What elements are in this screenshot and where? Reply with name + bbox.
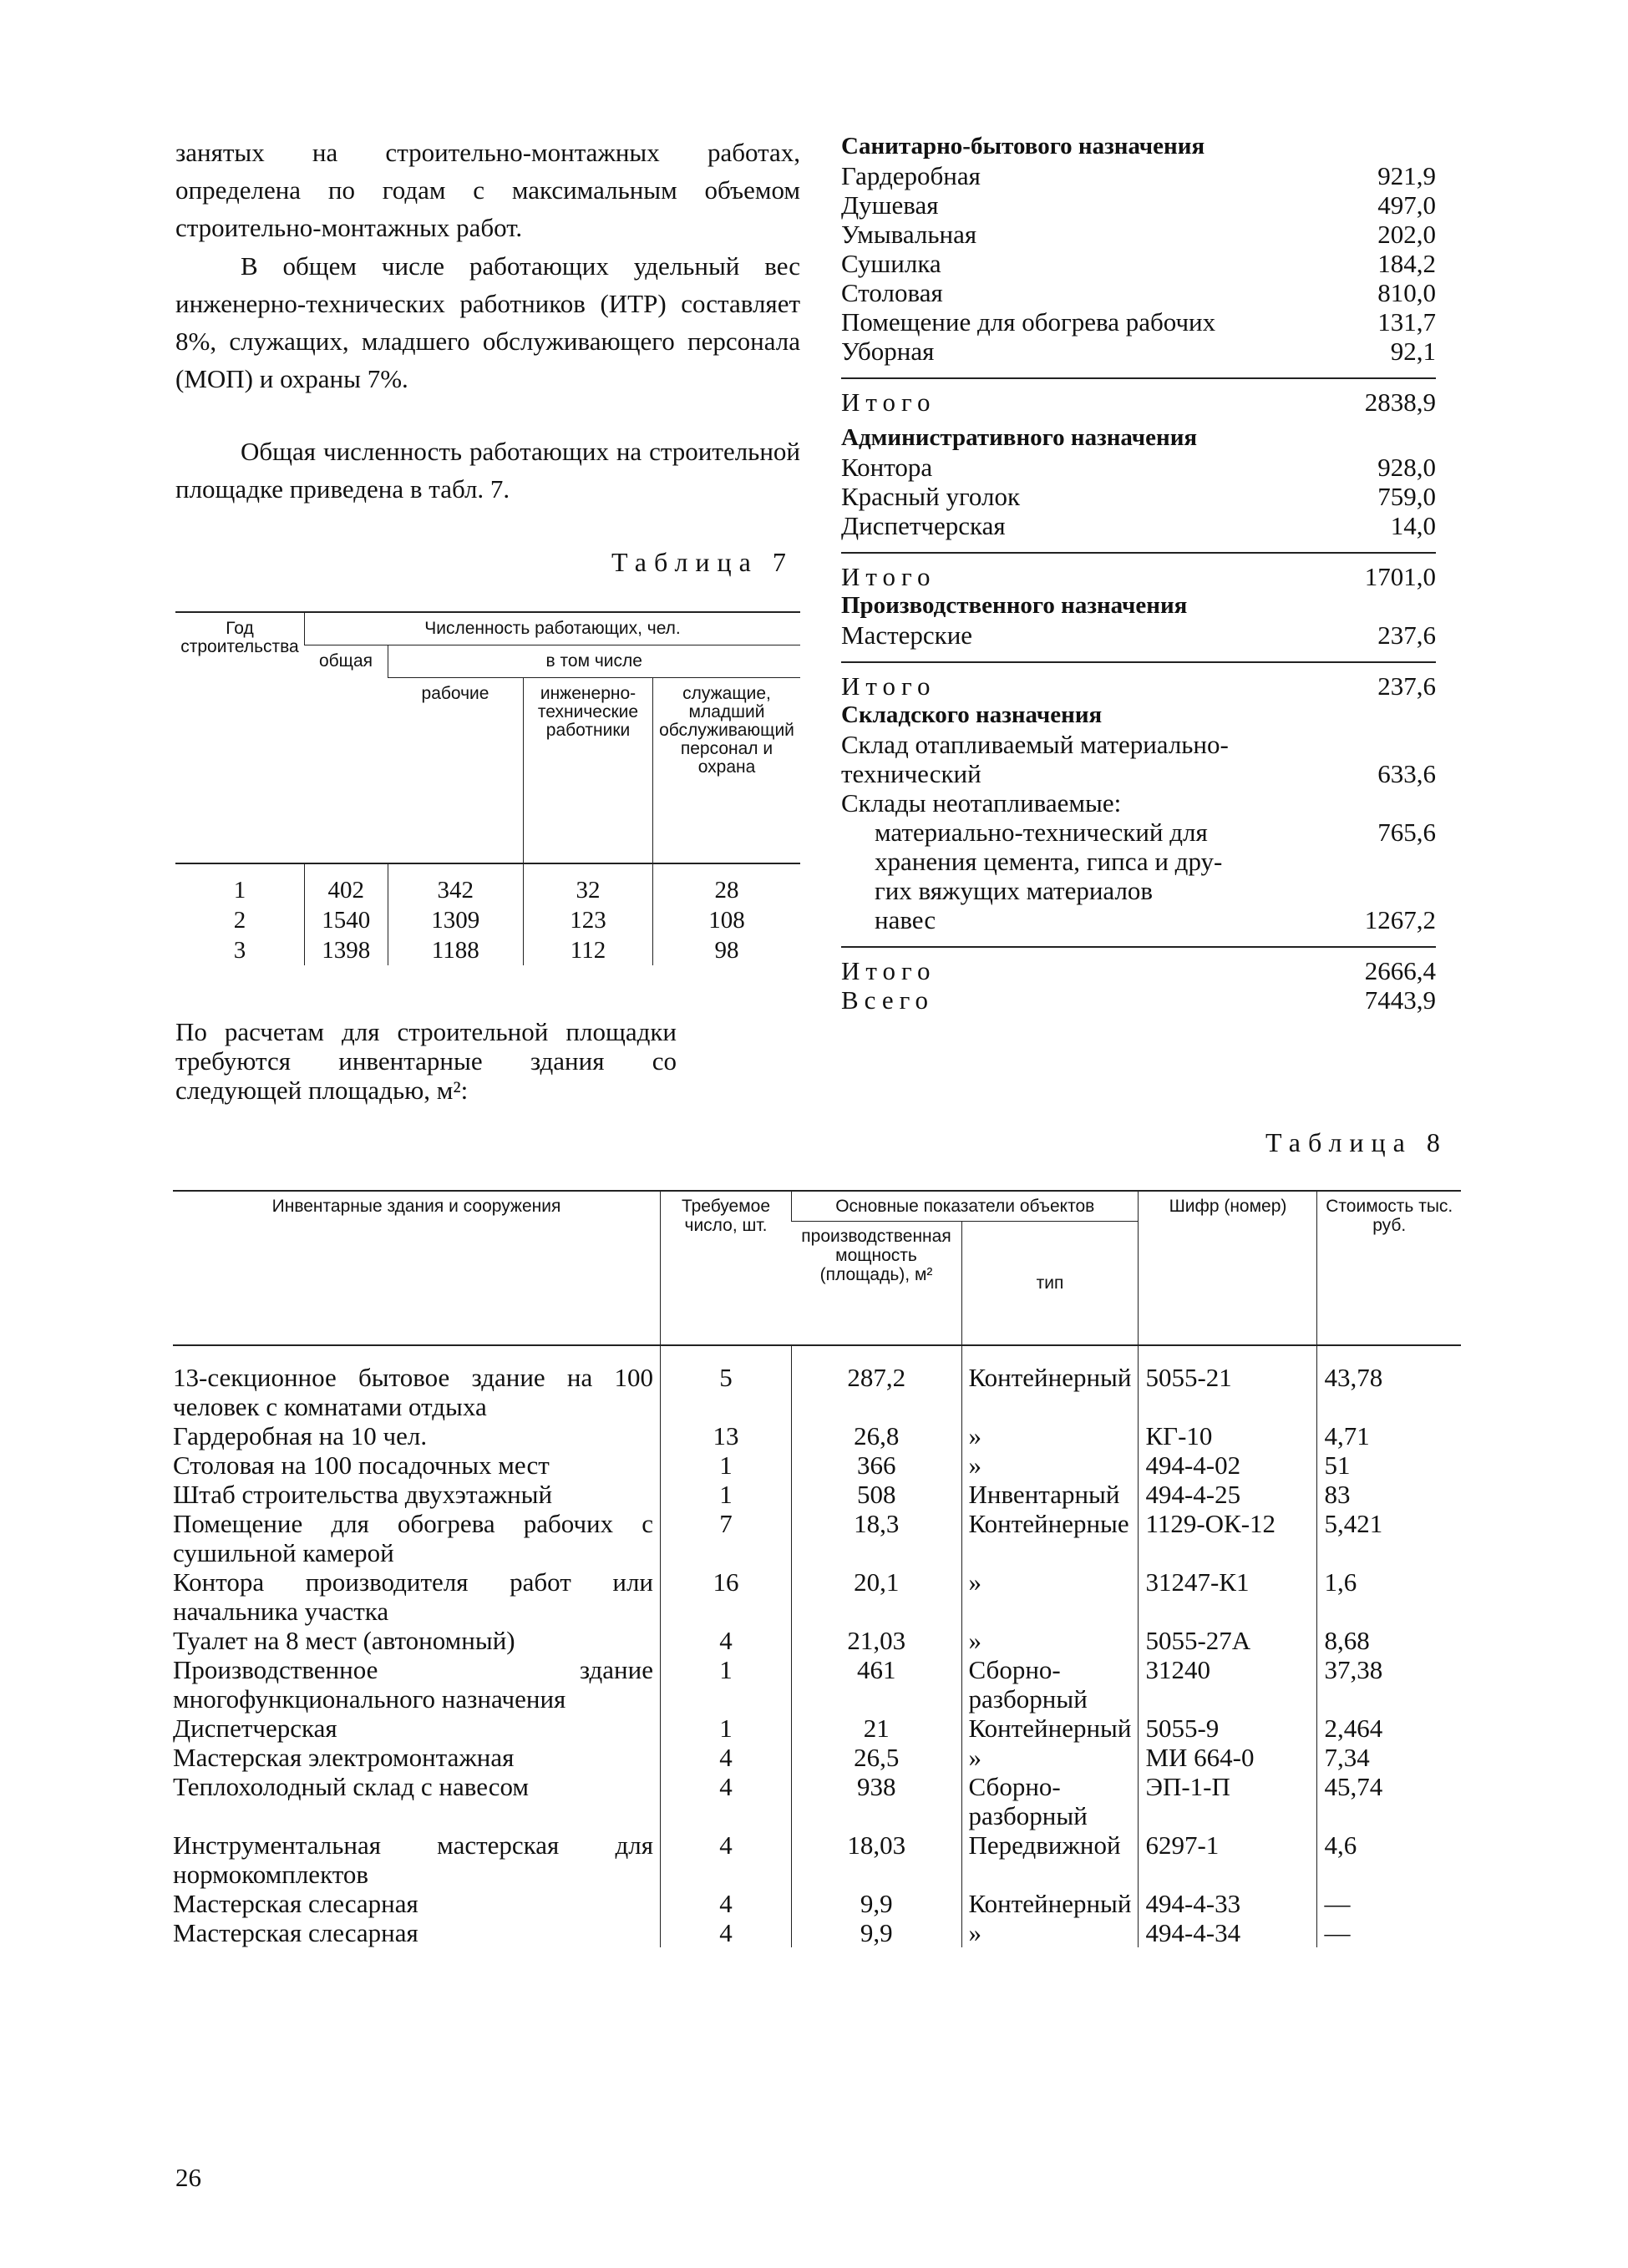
- t8-qty: 13: [661, 1421, 792, 1450]
- t8-qty: 1: [661, 1655, 792, 1714]
- t8-name: Контора производителя работ или начальника участка: [173, 1567, 653, 1626]
- t8-code: 5055-21: [1139, 1345, 1317, 1421]
- t8-code: КГ-10: [1139, 1421, 1317, 1450]
- t8-code: 1129-ОК-12: [1139, 1509, 1317, 1567]
- t8-code: 31247-К1: [1139, 1567, 1317, 1626]
- paragraph-3: Общая численность работающих на строительной площадке приведена в табл. 7.: [175, 437, 800, 504]
- divider: [841, 377, 1436, 379]
- t7-header-count: Численность работающих, чел.: [305, 612, 801, 645]
- t8-qty: 4: [661, 1918, 792, 1947]
- t8-capacity: 18,03: [792, 1830, 962, 1889]
- t8-qty: 1: [661, 1480, 792, 1509]
- t7-staff: 98: [653, 935, 801, 965]
- divider: [841, 661, 1436, 663]
- paragraph-2: В общем числе работающих удельный вес инженерно-технических работников (ИТР) составляет 8%, служащих, младшего обслуживающего персонала (МОП) и охраны 7%.: [175, 251, 800, 393]
- t8-capacity: 21: [792, 1714, 962, 1743]
- t8-type: »: [961, 1626, 1139, 1655]
- t8-name: Производственное здание многофункционального назначения: [173, 1654, 653, 1714]
- t8-qty: 5: [661, 1345, 792, 1421]
- grand-total-row: Всего 7443,9: [841, 985, 1436, 1015]
- table-row: [173, 1830, 1461, 1889]
- t8-cost: 83: [1317, 1480, 1461, 1509]
- area-row: Душевая 497,0: [841, 190, 1436, 220]
- t8-header-code: Шифр (номер): [1139, 1191, 1317, 1345]
- area-row: навес 1267,2: [875, 905, 1436, 934]
- t8-capacity: 287,2: [792, 1345, 962, 1421]
- admin-title: Административного назначения: [841, 424, 1198, 451]
- table-8: [173, 1190, 1461, 1947]
- area-row: Помещение для обогрева рабочих 131,7: [841, 307, 1436, 337]
- t7-total: 402: [305, 863, 388, 905]
- t8-qty: 4: [661, 1830, 792, 1889]
- t7-header-workers: рабочие: [421, 684, 489, 703]
- table-row: [173, 1918, 1461, 1947]
- t7-year: 1: [233, 876, 246, 904]
- area-row: Мастерские 237,6: [841, 620, 1436, 650]
- t8-qty: 16: [661, 1567, 792, 1626]
- t8-type: Контейнерный: [961, 1714, 1139, 1743]
- t7-workers: 342: [388, 863, 524, 905]
- table-row: [173, 1480, 1461, 1509]
- t8-capacity: 9,9: [792, 1918, 962, 1947]
- area-row: гих вяжущих материалов: [875, 876, 1154, 905]
- t8-cost: 4,71: [1317, 1421, 1461, 1450]
- area-row: Красный уголок 759,0: [841, 482, 1436, 511]
- table-row: [173, 1450, 1461, 1480]
- t7-header-engineers: инженерно-технические работники: [524, 678, 653, 863]
- t8-name: Гардеробная на 10 чел.: [173, 1420, 428, 1450]
- area-row: Диспетчерская 14,0: [841, 511, 1436, 540]
- t8-type: »: [961, 1421, 1139, 1450]
- t8-name: Помещение для обогрева рабочих с сушильной камерой: [173, 1508, 653, 1567]
- t8-capacity: 508: [792, 1480, 962, 1509]
- t8-qty: 4: [661, 1626, 792, 1655]
- area-row: Столовая 810,0: [841, 278, 1436, 307]
- t7-engineers: 32: [524, 863, 653, 905]
- t8-cost: 51: [1317, 1450, 1461, 1480]
- t8-name: 13-секционное бытовое здание на 100 человек с комнатами отдыха: [173, 1362, 653, 1421]
- t7-year: 2: [233, 906, 246, 934]
- t7-total: 1540: [305, 905, 388, 935]
- table-row: [173, 1509, 1461, 1567]
- t8-type: Контейнерный: [961, 1345, 1139, 1421]
- t8-type: Инвентарный: [961, 1480, 1139, 1509]
- t8-type: Передвижной: [961, 1830, 1139, 1889]
- t8-code: 494-4-25: [1139, 1480, 1317, 1509]
- t8-header-main: Основные показатели объектов: [792, 1191, 1139, 1222]
- table-row: [173, 1655, 1461, 1714]
- t8-code: МИ 664-0: [1139, 1743, 1317, 1772]
- area-row: Гардеробная 921,9: [841, 161, 1436, 190]
- t8-cost: 45,74: [1317, 1772, 1461, 1830]
- t8-code: 494-4-02: [1139, 1450, 1317, 1480]
- t8-code: 31240: [1139, 1655, 1317, 1714]
- paragraph-1: занятых на строительно-монтажных работах, определена по годам с максимальным объемом строительно-монтажных работ.: [175, 138, 800, 242]
- t8-qty: 4: [661, 1889, 792, 1918]
- table-row: [173, 1889, 1461, 1918]
- area-row: Сушилка 184,2: [841, 249, 1436, 278]
- t8-cost: 1,6: [1317, 1567, 1461, 1626]
- t8-code: 5055-27А: [1139, 1626, 1317, 1655]
- t8-name: Туалет на 8 мест (автономный): [173, 1625, 515, 1655]
- area-row: Умывальная 202,0: [841, 220, 1436, 249]
- t8-name: Штаб строительства двухэтажный: [173, 1479, 553, 1509]
- t8-cost: —: [1317, 1918, 1461, 1947]
- t8-qty: 7: [661, 1509, 792, 1567]
- t7-staff: 108: [653, 905, 801, 935]
- t8-cost: 8,68: [1317, 1626, 1461, 1655]
- t8-qty: 4: [661, 1743, 792, 1772]
- t8-type: Контейнерные: [961, 1509, 1139, 1567]
- t8-capacity: 26,8: [792, 1421, 962, 1450]
- t8-code: 6297-1: [1139, 1830, 1317, 1889]
- t8-type: Сборно-разборный: [961, 1655, 1139, 1714]
- t8-type: »: [961, 1567, 1139, 1626]
- table8-caption: Таблица 8: [1265, 1127, 1448, 1157]
- storage-title: Складского назначения: [841, 701, 1103, 728]
- t8-type: »: [961, 1743, 1139, 1772]
- t8-type: Контейнерный: [961, 1889, 1139, 1918]
- table-row: [173, 1567, 1461, 1626]
- t8-type: »: [961, 1450, 1139, 1480]
- total-row: Итого 237,6: [841, 671, 1436, 701]
- t8-cost: 37,38: [1317, 1655, 1461, 1714]
- t8-capacity: 366: [792, 1450, 962, 1480]
- t8-cost: 2,464: [1317, 1714, 1461, 1743]
- area-row: материально-технический для 765,6: [875, 818, 1436, 847]
- t7-year: 3: [233, 936, 246, 964]
- t7-workers: 1188: [388, 935, 524, 965]
- t8-name: Диспетчерская: [173, 1713, 337, 1743]
- t8-code: 5055-9: [1139, 1714, 1317, 1743]
- t7-staff: 28: [653, 863, 801, 905]
- t8-code: ЭП-1-П: [1139, 1772, 1317, 1830]
- t8-header-type: тип: [961, 1222, 1139, 1345]
- area-list: [841, 132, 1436, 1015]
- t7-header-staff: служащие, младший обслуживающий персонал и охрана: [653, 678, 801, 863]
- t8-header-cost: Стоимость тыс. руб.: [1317, 1191, 1461, 1345]
- t8-capacity: 461: [792, 1655, 962, 1714]
- t8-capacity: 938: [792, 1772, 962, 1830]
- area-row: Контора 928,0: [841, 453, 1436, 482]
- divider: [841, 946, 1436, 948]
- t7-total: 1398: [305, 935, 388, 965]
- t8-cost: 5,421: [1317, 1509, 1461, 1567]
- table-row: [173, 1714, 1461, 1743]
- t8-name: Мастерская электромонтажная: [173, 1742, 515, 1772]
- sanitary-title: Санитарно-бытового назначения: [841, 133, 1205, 159]
- table-row: [173, 1421, 1461, 1450]
- table-row: [173, 1772, 1461, 1830]
- t8-capacity: 20,1: [792, 1567, 962, 1626]
- t8-qty: 1: [661, 1714, 792, 1743]
- t8-name: Теплохолодный склад с навесом: [173, 1771, 530, 1801]
- t8-type: Сборно-разборный: [961, 1772, 1139, 1830]
- table-row: [173, 1743, 1461, 1772]
- t7-engineers: 123: [524, 905, 653, 935]
- t8-capacity: 26,5: [792, 1743, 962, 1772]
- t8-header-capacity: производственная мощность (площадь), м²: [801, 1227, 951, 1284]
- t8-header-name: Инвентарные здания и сооружения: [271, 1197, 561, 1216]
- table-row: [173, 1345, 1461, 1421]
- table-row: [173, 1626, 1461, 1655]
- t8-name: Инструментальная мастерская для нормокомплектов: [173, 1830, 653, 1889]
- area-row: Уборная 92,1: [841, 337, 1436, 366]
- t7-engineers: 112: [524, 935, 653, 965]
- table-7: [175, 611, 800, 965]
- t7-workers: 1309: [388, 905, 524, 935]
- t8-cost: 4,6: [1317, 1830, 1461, 1889]
- t8-code: 494-4-34: [1139, 1918, 1317, 1947]
- total-row: Итого 1701,0: [841, 562, 1436, 591]
- t8-capacity: 9,9: [792, 1889, 962, 1918]
- t8-name: Мастерская слесарная: [173, 1917, 418, 1947]
- t8-header-qty: Требуемое число, шт.: [661, 1191, 792, 1345]
- t8-name: Столовая на 100 посадочных мест: [173, 1450, 550, 1480]
- t7-header-including: в том числе: [388, 645, 800, 678]
- page-number: 26: [175, 2163, 201, 2192]
- t8-qty: 4: [661, 1772, 792, 1830]
- total-row: Итого 2838,9: [841, 387, 1436, 417]
- prod-title: Производственного назначения: [841, 592, 1188, 619]
- t8-type: »: [961, 1918, 1139, 1947]
- t7-header-year: Год строительства: [180, 619, 299, 656]
- t8-cost: 7,34: [1317, 1743, 1461, 1772]
- t8-cost: —: [1317, 1889, 1461, 1918]
- table7-caption: Таблица 7: [611, 547, 794, 577]
- t8-code: 494-4-33: [1139, 1889, 1317, 1918]
- divider: [841, 552, 1436, 554]
- t8-cost: 43,78: [1317, 1345, 1461, 1421]
- t8-qty: 1: [661, 1450, 792, 1480]
- t8-name: Мастерская слесарная: [173, 1888, 418, 1918]
- t7-header-total: общая: [318, 651, 373, 671]
- area-row: хранения цемента, гипса и дру-: [875, 847, 1223, 876]
- t8-capacity: 21,03: [792, 1626, 962, 1655]
- area-row: технический 633,6: [841, 759, 1436, 788]
- area-row: Склады неотапливаемые:: [841, 788, 1122, 818]
- t8-capacity: 18,3: [792, 1509, 962, 1567]
- area-row: Склад отапливаемый материально-: [841, 730, 1229, 759]
- after-table-text: По расчетам для строительной площадки требуются инвентарные здания со следующей площадью, м²:: [175, 1017, 677, 1105]
- total-row: Итого 2666,4: [841, 956, 1436, 985]
